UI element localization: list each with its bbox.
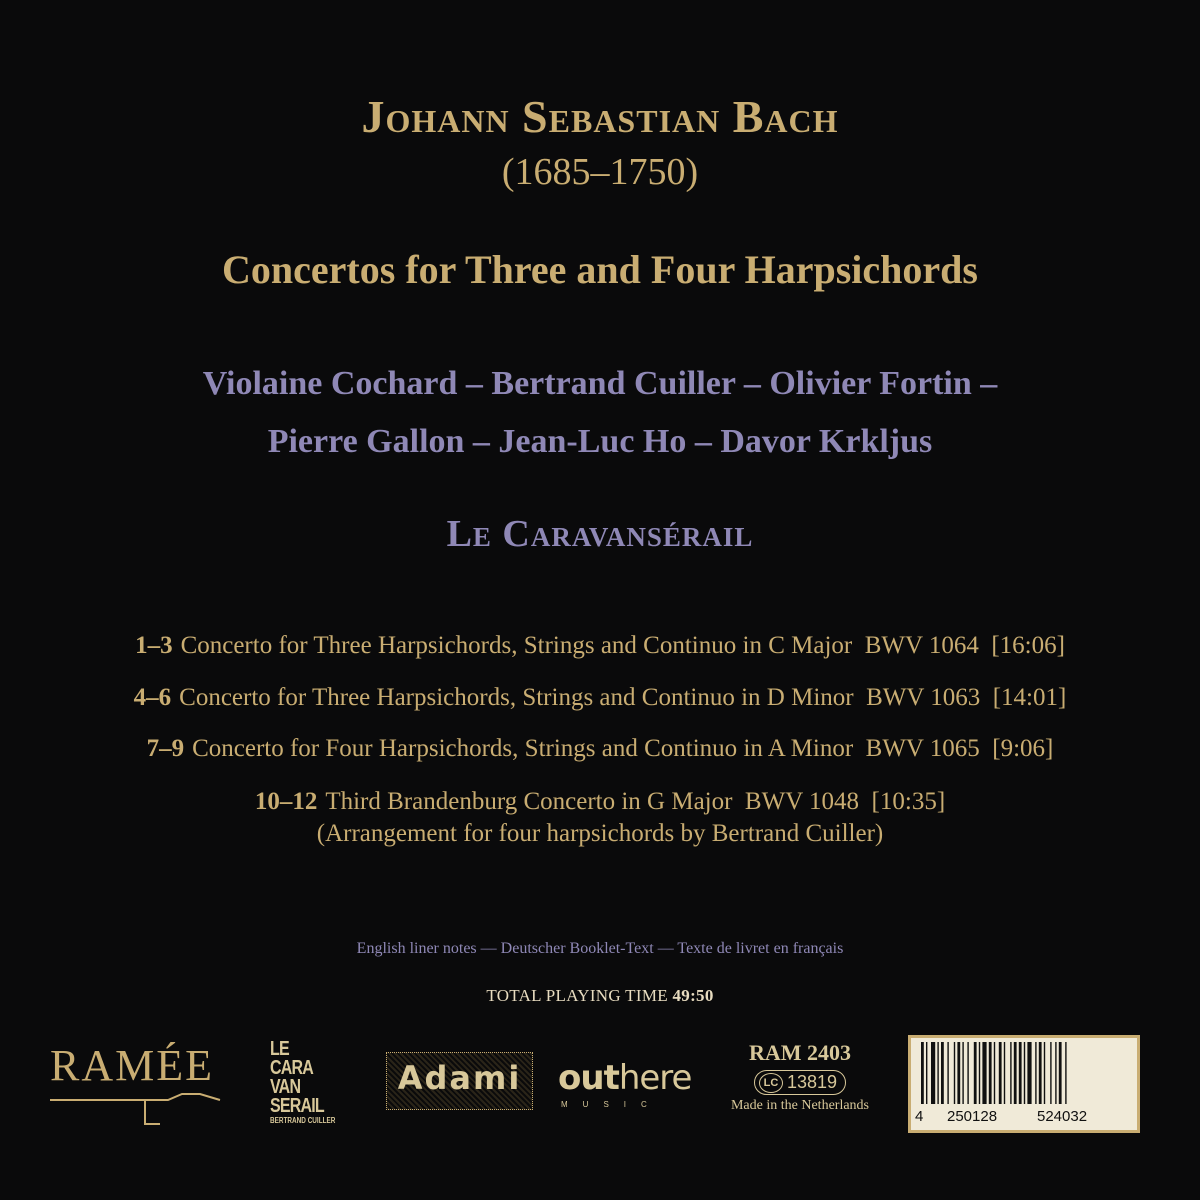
le-caravanserail-logo [270,1040,346,1130]
adami-logo-text: Adami [397,1059,522,1097]
track-title: Concerto for Three Harpsichords, Strings and Continuo in C Major BWV 1064 [16:06] [180,632,1065,659]
label-code: 13819 [786,1072,838,1092]
logo-line: SERAIL [270,1095,324,1117]
composer-last-name: Bach [732,91,839,142]
barcode-digits-right: 524032 [1037,1108,1088,1125]
performers-line-1: Violaine Cochard – Bertrand Cuiller – Olivier Fortin – [202,365,998,402]
track-title: Concerto for Three Harpsichords, Strings and Continuo in D Minor BWV 1063 [14:01] [179,684,1067,711]
logo-subtitle: BERTRAND CUILLER [270,1116,336,1125]
barcode-digits-left: 250128 [947,1108,998,1125]
barcode [908,1035,1140,1133]
catalog-number: RAM 2403 [748,1040,852,1065]
track-item [0,632,1200,660]
composer-first-name: Johann [361,91,510,142]
track-item [0,788,1200,816]
track-title: Concerto for Four Harpsichords, Strings and Continuo in A Minor BWV 1065 [9:06] [192,735,1054,762]
ramee-harpsichord-icon [50,1092,230,1130]
track-item [0,735,1200,763]
track-number: 1–3 [135,632,173,659]
outhere-logo-subtitle: MUSIC [561,1100,662,1109]
logo-line: CARA [270,1057,314,1079]
total-playing-time [0,986,1200,1006]
track-number: 10–12 [254,788,318,815]
composer-name [0,90,1200,143]
performers-line-2: Pierre Gallon – Jean-Luc Ho – Davor Krkljus [267,423,933,460]
ramee-logo [50,1040,230,1130]
track-title: Third Brandenburg Concerto in G Major BWV 1048 [10:35] [325,788,946,815]
ensemble-name: Le Caravansérail [446,513,754,555]
outhere-logo-out: out [558,1058,619,1098]
track-item [0,684,1200,712]
outhere-music-logo [558,1058,708,1118]
label-code-icon: LC [759,1073,783,1093]
barcode-digit-first: 4 [915,1108,924,1125]
liner-notes-languages: English liner notes — Deutscher Booklet-Text — Texte de livret en français [356,940,844,957]
track-note: (Arrangement for four harpsichords by Bertrand Cuiller) [316,820,884,847]
made-in: Made in the Netherlands [730,1098,869,1114]
track-number: 7–9 [146,735,185,762]
total-time-value: 49:50 [672,986,714,1005]
label-code-badge [754,1070,846,1095]
total-time-label: TOTAL PLAYING TIME [486,986,668,1005]
ramee-logo-text: RAMÉE [50,1041,214,1090]
barcode-bars-icon [921,1042,1127,1108]
logo-line: LE [270,1038,289,1060]
track-number: 4–6 [133,684,172,711]
outhere-logo-text [558,1058,691,1098]
adami-logo [386,1052,533,1110]
logo-line: VAN [270,1076,301,1098]
composer-middle-name: Sebastian [522,91,721,142]
outhere-logo-here: here [618,1058,692,1098]
label-info [725,1040,875,1125]
album-title: Concertos for Three and Four Harpsichords [222,247,978,292]
composer-dates: (1685–1750) [501,151,699,193]
